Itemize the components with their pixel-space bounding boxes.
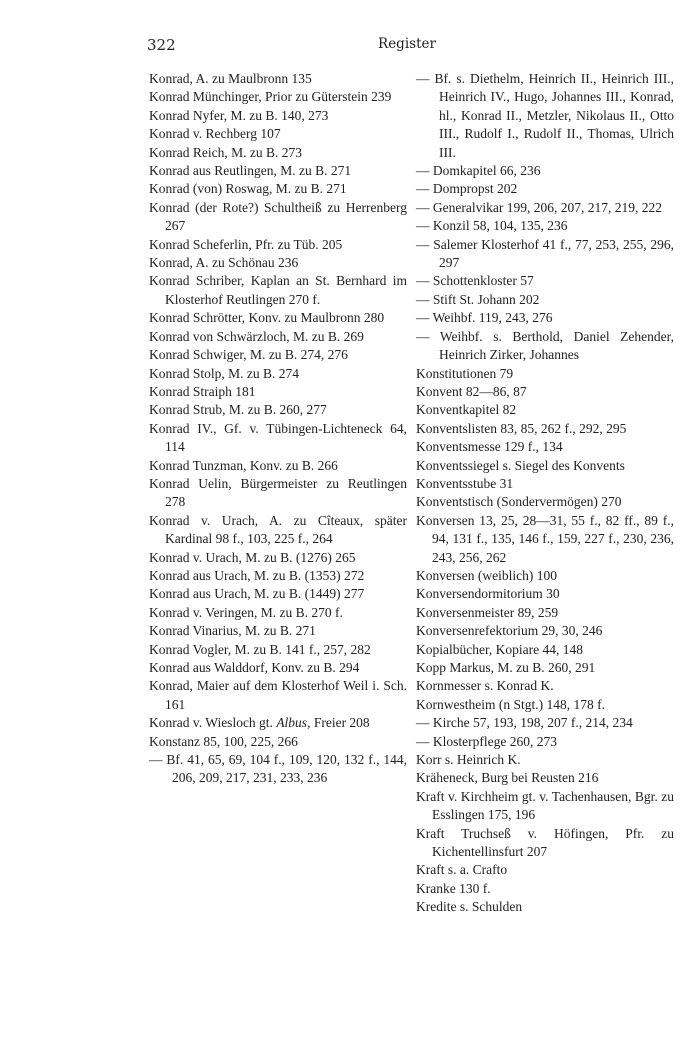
- entry-text: Weihbf. s. Berthold, Daniel Zehender, Heinrich Zirker, Johannes: [439, 328, 674, 363]
- index-subentry: [416, 162, 674, 180]
- entry-text: Konversenrefektorium 29, 30, 246: [416, 623, 603, 639]
- index-entry: [416, 880, 674, 898]
- entry-text: Konrad Reich, M. zu B. 273: [149, 144, 302, 160]
- index-entry: [416, 677, 674, 695]
- entry-text: Konrad Stolp, M. zu B. 274: [149, 365, 299, 381]
- index-entry: [416, 788, 674, 825]
- index-entry: [149, 254, 407, 272]
- entry-text: Konventslisten 83, 85, 262 f., 292, 295: [416, 420, 627, 436]
- entry-text: Konrad Schrötter, Konv. zu Maulbronn 280: [149, 310, 385, 326]
- entry-text: Stift St. Johann 202: [432, 291, 540, 307]
- entry-text: Konrad v. Veringen, M. zu B. 270 f.: [149, 604, 343, 620]
- index-subentry: [416, 236, 674, 273]
- index-subentry: [416, 199, 674, 217]
- index-subentry: [416, 328, 674, 365]
- index-entry: [149, 677, 407, 714]
- entry-text: Kopialbücher, Kopiare 44, 148: [416, 641, 584, 657]
- index-entry: [149, 88, 407, 106]
- index-entry: [416, 696, 674, 714]
- entry-text: Konrad IV., Gf. v. Tübingen-Lichteneck 64, 114: [149, 420, 407, 455]
- entry-text: Konventsmesse 129 f., 134: [416, 439, 563, 455]
- index-entry: [149, 199, 407, 236]
- entry-text: Konrad Nyfer, M. zu B. 140, 273: [149, 107, 329, 123]
- index-entry: [149, 107, 407, 125]
- index-entry: [416, 438, 674, 456]
- entry-text: Konrad v. Urach, M. zu B. (1276) 265: [149, 549, 356, 565]
- entry-text: Kirche 57, 193, 198, 207 f., 214, 234: [432, 715, 633, 731]
- index-entry: [416, 457, 674, 475]
- index-entry: [416, 383, 674, 401]
- running-head: Register: [378, 36, 436, 52]
- entry-text: Konrad Strub, M. zu B. 260, 277: [149, 402, 327, 418]
- entry-text: Konstitutionen 79: [416, 365, 514, 381]
- index-entry: [416, 751, 674, 769]
- index-entry: [416, 493, 674, 511]
- entry-text: Kraft s. a. Crafto: [416, 862, 508, 878]
- index-entry: [416, 512, 674, 567]
- page-number: 322: [147, 36, 176, 54]
- entry-text-after: Freier 208: [310, 715, 370, 731]
- index-subentry: [149, 751, 407, 788]
- index-entry: [149, 328, 407, 346]
- entry-text: Konrad Schwiger, M. zu B. 274, 276: [149, 347, 348, 363]
- entry-text: Konstanz 85, 100, 225, 266: [149, 733, 298, 749]
- entry-text: Kraft v. Kirchheim gt. v. Tachenhausen, Bgr. zu Esslingen 175, 196: [416, 788, 674, 823]
- entry-text: Konventsstube 31: [416, 475, 514, 491]
- index-entry: [149, 144, 407, 162]
- index-entry: [149, 585, 407, 603]
- entry-text: Konrad aus Urach, M. zu B. (1353) 272: [149, 567, 365, 583]
- index-subentry: [416, 309, 674, 327]
- entry-text: Bf. 41, 65, 69, 104 f., 109, 120, 132 f., 144, 206, 209, 217, 231, 233, 236: [166, 752, 407, 786]
- index-entry: [416, 659, 674, 677]
- index-entry: [416, 898, 674, 916]
- entry-text: Konversendormitorium 30: [416, 586, 560, 602]
- entry-text: Konversen 13, 25, 28—31, 55 f., 82 ff., 89 f., 94, 131 f., 135, 146 f., 159, 227 f., 230, 236, 243, 256, 262: [416, 512, 674, 565]
- entry-text: Konrad, A. zu Schönau 236: [149, 255, 299, 271]
- index-entry: [149, 714, 407, 732]
- index-entry: [149, 641, 407, 659]
- index-entry: [149, 622, 407, 640]
- entry-text: Kraft Truchseß v. Höfingen, Pfr. zu Kichentellinsfurt 207: [416, 825, 674, 860]
- entry-text: Konventkapitel 82: [416, 402, 517, 418]
- index-entry: [149, 272, 407, 309]
- entry-text: Kredite s. Schulden: [416, 899, 523, 915]
- index-entry: [149, 236, 407, 254]
- entry-text: Kornwestheim (n Stgt.) 148, 178 f.: [416, 696, 605, 712]
- index-subentry: [416, 217, 674, 235]
- index-entry: [149, 604, 407, 622]
- entry-text: Konventssiegel s. Siegel des Konvents: [416, 457, 625, 473]
- index-entry: [416, 475, 674, 493]
- entry-text: Weihbf. 119, 243, 276: [432, 310, 553, 326]
- entry-text: Konrad v. Wiesloch gt.: [149, 715, 273, 731]
- entry-text: Konrad Tunzman, Konv. zu B. 266: [149, 457, 338, 473]
- entry-text: Kornmesser s. Konrad K.: [416, 678, 554, 694]
- index-entry: [149, 162, 407, 180]
- index-subentry: [416, 733, 674, 751]
- index-entry: [149, 659, 407, 677]
- entry-text: Konversen (weiblich) 100: [416, 567, 557, 583]
- entry-italic-text: Albus,: [276, 715, 311, 731]
- index-subentry: [416, 272, 674, 290]
- index-entry: [149, 549, 407, 567]
- entry-text: Konzil 58, 104, 135, 236: [432, 218, 568, 234]
- entry-text: Kräheneck, Burg bei Reusten 216: [416, 770, 599, 786]
- entry-text: Schottenkloster 57: [432, 273, 534, 289]
- entry-text: Kranke 130 f.: [416, 880, 491, 896]
- index-entry: [416, 825, 674, 862]
- index-entry: [416, 622, 674, 640]
- index-entry: [416, 861, 674, 879]
- entry-text: Konrad Uelin, Bürgermeister zu Reutlingen 278: [149, 475, 407, 510]
- entry-text: Bf. s. Diethelm, Heinrich II., Heinrich III., Heinrich IV., Hugo, Johannes III., Konrad, hl., Konrad II., Metzler, Nikolaus II., Otto III., Rudolf I., Rudolf II., Thomas, Ulrich III.: [434, 71, 674, 160]
- entry-text: Korr s. Heinrich K.: [416, 752, 521, 768]
- entry-text: Konrad aus Reutlingen, M. zu B. 271: [149, 163, 352, 179]
- index-entry: [416, 401, 674, 419]
- entry-text: Konrad Schriber, Kaplan an St. Bernhard im Klosterhof Reutlingen 270 f.: [149, 273, 407, 307]
- index-entry: [416, 567, 674, 585]
- index-entry: [416, 585, 674, 603]
- index-subentry: [416, 70, 674, 162]
- index-entry: [416, 604, 674, 622]
- entry-text: Konrad Scheferlin, Pfr. zu Tüb. 205: [149, 236, 343, 252]
- entry-text: Generalvikar 199, 206, 207, 217, 219, 222: [432, 199, 662, 215]
- entry-text: Konrad v. Rechberg 107: [149, 126, 281, 142]
- entry-text: Domkapitel 66, 236: [432, 163, 541, 179]
- index-entry: [149, 365, 407, 383]
- index-subentry: [416, 714, 674, 732]
- index-entry: [149, 309, 407, 327]
- index-entry: [149, 475, 407, 512]
- page-header: [147, 36, 667, 56]
- index-column-left: [149, 70, 407, 788]
- entry-text: Konvent 82—86, 87: [416, 383, 527, 399]
- index-entry: [149, 401, 407, 419]
- index-entry: [149, 567, 407, 585]
- entry-text: Konrad Vogler, M. zu B. 141 f., 257, 282: [149, 641, 371, 657]
- index-entry: [149, 125, 407, 143]
- entry-text: Konrad, Maier auf dem Klosterhof Weil i. Sch. 161: [149, 678, 407, 712]
- entry-text: Konrad Münchinger, Prior zu Güterstein 239: [149, 89, 392, 105]
- entry-text: Konventstisch (Sondervermögen) 270: [416, 494, 622, 510]
- entry-text: Klosterpflege 260, 273: [432, 733, 557, 749]
- index-entry: [416, 365, 674, 383]
- index-entry: [149, 733, 407, 751]
- entry-text: Salemer Klosterhof 41 f., 77, 253, 255, 296, 297: [433, 236, 675, 271]
- index-subentry: [416, 180, 674, 198]
- entry-text: Konrad aus Walddorf, Konv. zu B. 294: [149, 660, 360, 675]
- entry-text: Konrad Straiph 181: [149, 383, 256, 399]
- index-entry: [149, 512, 407, 549]
- index-entry: [149, 346, 407, 364]
- index-entry: [149, 70, 407, 88]
- entry-text: Konrad von Schwärzloch, M. zu B. 269: [149, 328, 364, 344]
- index-entry: [149, 180, 407, 198]
- entry-text: Konrad Vinarius, M. zu B. 271: [149, 623, 316, 639]
- entry-text: Konrad (von) Roswag, M. zu B. 271: [149, 181, 347, 197]
- index-subentry: [416, 291, 674, 309]
- entry-text: Konrad, A. zu Maulbronn 135: [149, 71, 312, 86]
- index-entry: [149, 383, 407, 401]
- entry-text: Konrad v. Urach, A. zu Cîteaux, später Kardinal 98 f., 103, 225 f., 264: [149, 512, 407, 547]
- entry-text: Kopp Markus, M. zu B. 260, 291: [416, 660, 596, 675]
- entry-text: Konrad (der Rote?) Schultheiß zu Herrenberg 267: [149, 199, 407, 234]
- entry-text: Dompropst 202: [432, 181, 518, 197]
- index-column-right: [416, 70, 674, 917]
- index-entry: [416, 420, 674, 438]
- entry-text: Konrad aus Urach, M. zu B. (1449) 277: [149, 586, 365, 602]
- index-entry: [149, 457, 407, 475]
- index-entry: [149, 420, 407, 457]
- entry-text: Konversenmeister 89, 259: [416, 604, 559, 620]
- index-entry: [416, 769, 674, 787]
- index-entry: [416, 641, 674, 659]
